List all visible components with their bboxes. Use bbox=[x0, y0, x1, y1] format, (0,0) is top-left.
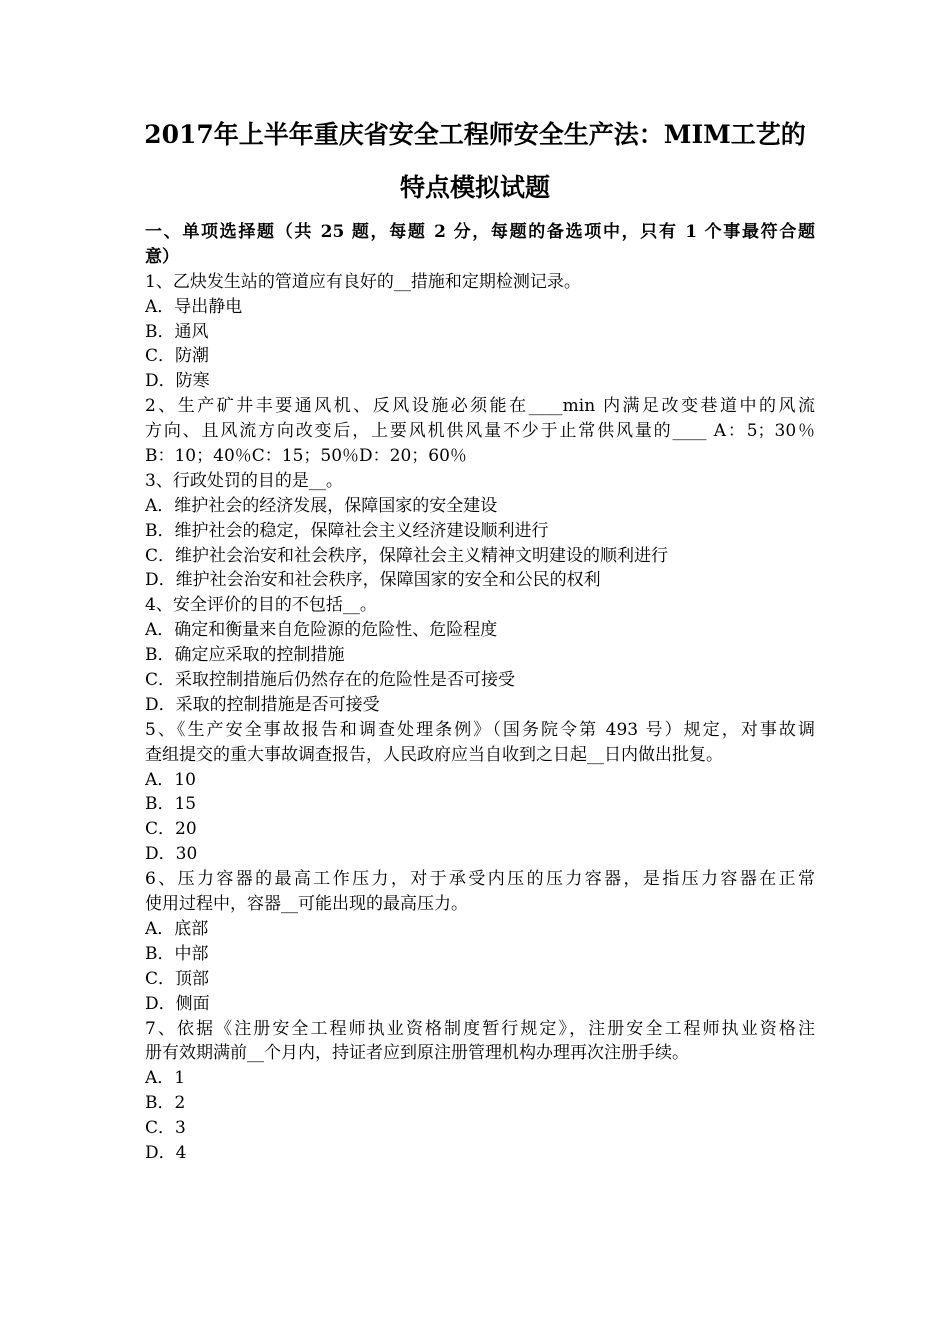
question-1-option-d: D．防寒 bbox=[145, 371, 210, 392]
question-3 bbox=[145, 469, 815, 593]
question-7-option-a: A．1 bbox=[145, 1068, 186, 1089]
question-3-stem: 3、行政处罚的目的是__。 bbox=[145, 470, 343, 491]
question-1-stem: 1、乙炔发生站的管道应有良好的__措施和定期检测记录。 bbox=[145, 271, 581, 292]
question-5 bbox=[145, 718, 815, 867]
section-heading-line-2: 意） bbox=[145, 246, 179, 267]
question-7-stem-line-1: 7、依据《注册安全工程师执业资格制度暂行规定》，注册安全工程师执业资格注 bbox=[145, 1018, 815, 1039]
question-5-option-c: C．20 bbox=[145, 819, 197, 840]
question-4-option-c: C．采取控制措施后仍然存在的危险性是否可接受 bbox=[145, 670, 516, 691]
question-3-option-d: D．维护社会治安和社会秩序，保障国家的安全和公民的权利 bbox=[145, 570, 601, 591]
document-title-line-1: 2017年上半年重庆省安全工程师安全生产法：MIM工艺的 bbox=[144, 120, 806, 149]
question-4 bbox=[145, 593, 815, 717]
question-5-stem-line-2: 查组提交的重大事故调查报告，人民政府应当自收到之日起__日内做出批复。 bbox=[145, 744, 723, 765]
question-1 bbox=[145, 270, 815, 394]
question-1-option-b: B．通风 bbox=[145, 321, 209, 342]
question-2-stem-line-3: B：10；40％C：15；50％D：20；60％ bbox=[145, 446, 467, 467]
question-6-option-c: C．顶部 bbox=[145, 968, 210, 989]
question-6-stem-line-2: 使用过程中，容器__可能出现的最高压力。 bbox=[145, 894, 468, 915]
question-5-option-b: B．15 bbox=[145, 794, 197, 815]
question-1-option-a: A．导出静电 bbox=[145, 296, 243, 317]
question-2-stem-line-1: 2、生产矿井丰要通风机、反风设施必须能在____min 内满足改变巷道中的风流 bbox=[145, 396, 815, 417]
section-heading-line-1: 一、单项选择题（共 25 题，每题 2 分，每题的备选项中，只有 1 个事最符合题 bbox=[145, 222, 815, 242]
question-1-option-c: C．防潮 bbox=[145, 346, 210, 367]
question-6-option-b: B．中部 bbox=[145, 943, 209, 964]
question-7 bbox=[145, 1017, 815, 1166]
question-2 bbox=[145, 394, 815, 469]
question-6 bbox=[145, 867, 815, 1016]
question-4-option-a: A．确定和衡量来自危险源的危险性、危险程度 bbox=[145, 620, 498, 641]
question-4-stem: 4、安全评价的目的不包括__。 bbox=[145, 595, 377, 616]
question-3-option-c: C．维护社会治安和社会秩序，保障社会主义精神文明建设的顺利进行 bbox=[145, 545, 669, 566]
question-5-stem-line-1: 5、《生产安全事故报告和调查处理条例》（国务院令第 493 号）规定，对事故调 bbox=[145, 719, 815, 740]
document-body bbox=[145, 220, 815, 1166]
question-5-option-d: D．30 bbox=[145, 844, 198, 865]
question-7-option-c: C．3 bbox=[145, 1118, 186, 1139]
question-4-option-b: B．确定应采取的控制措施 bbox=[145, 645, 345, 666]
question-7-option-b: B．2 bbox=[145, 1093, 186, 1114]
question-6-option-a: A．底部 bbox=[145, 918, 209, 939]
question-7-option-d: D．4 bbox=[145, 1142, 187, 1163]
question-4-option-d: D．采取的控制措施是否可接受 bbox=[145, 694, 380, 715]
question-3-option-b: B．维护社会的稳定，保障社会主义经济建设顺利进行 bbox=[145, 520, 549, 541]
document-title-line-2: 特点模拟试题 bbox=[399, 173, 550, 202]
question-5-option-a: A．10 bbox=[145, 769, 196, 790]
question-2-stem-line-2: 方向、且风流方向改变后，上要风机供风量不少于止常供风量的____ A：5；30％ bbox=[145, 421, 815, 442]
question-3-option-a: A．维护社会的经济发展，保障国家的安全建设 bbox=[145, 495, 498, 516]
question-6-stem-line-1: 6、压力容器的最高工作压力，对于承受内压的压力容器，是指压力容器在正常 bbox=[145, 869, 815, 890]
question-6-option-d: D．侧面 bbox=[145, 993, 210, 1014]
question-7-stem-line-2: 册有效期满前__个月内，持证者应到原注册管理机构办理再次注册手续。 bbox=[145, 1043, 689, 1064]
